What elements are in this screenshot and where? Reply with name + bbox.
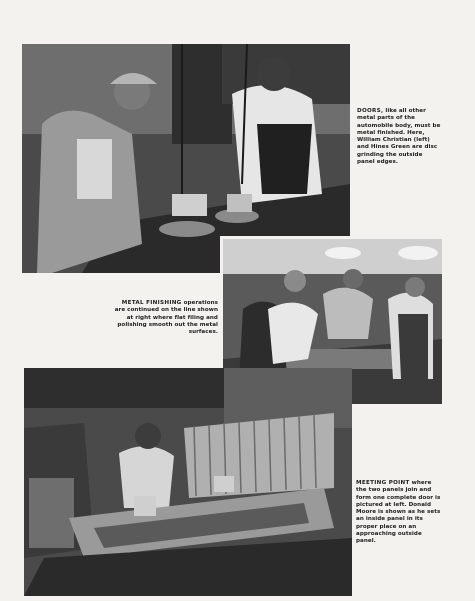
photo-panel-assembly xyxy=(24,368,352,596)
caption-meeting-point-body: where the two panels join and form one complete door is pictured at left. Donald Moore is shown as he sets an inside panel in its proper place on an approaching outside panel. xyxy=(356,480,441,545)
caption-doors-body: like all other metal parts of the automobile body, must be metal finished. Here, William Christian (left) and Hines Green are disc grinding the outside panel edges. xyxy=(357,108,441,166)
caption-meeting-point xyxy=(356,480,442,546)
caption-meeting-point-lead: MEETING POINT xyxy=(356,480,410,486)
caption-metal-finishing-lead: METAL FINISHING xyxy=(121,300,182,306)
caption-metal-finishing-body: operations are continued on the line shown at right where flat filing and polishing smooth out the metal surfaces. xyxy=(114,300,218,336)
caption-doors-lead: DOORS, xyxy=(357,108,384,114)
caption-doors xyxy=(357,108,441,166)
caption-metal-finishing xyxy=(110,300,218,336)
